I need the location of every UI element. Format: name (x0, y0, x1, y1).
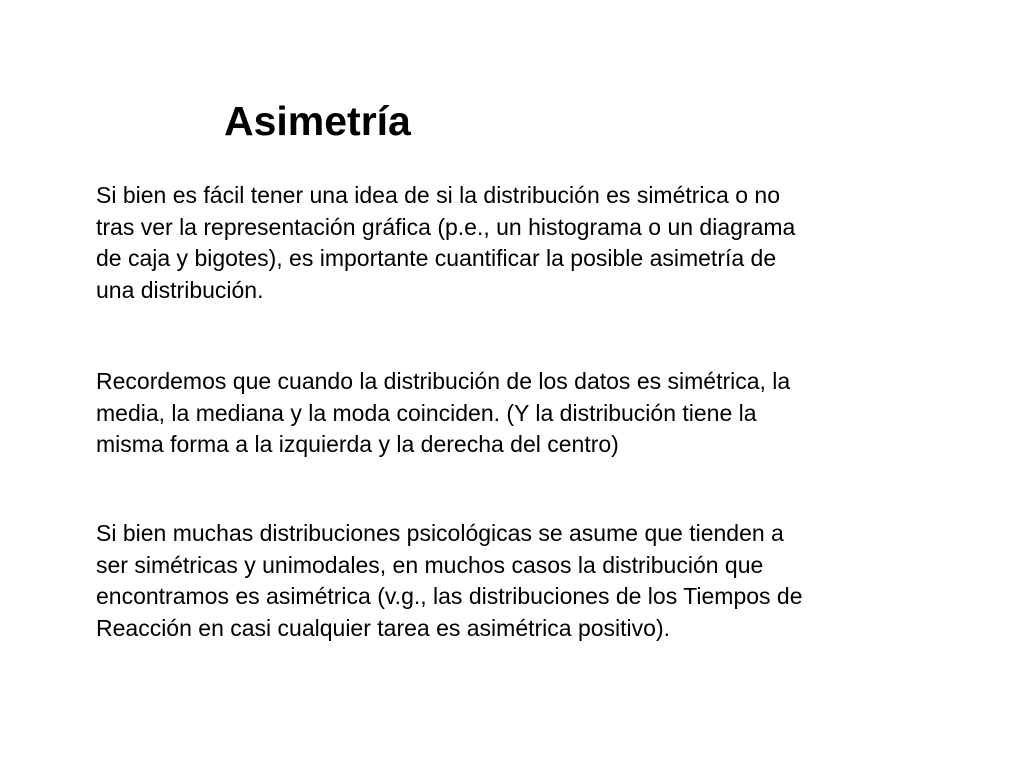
paragraph-line: una distribución. (96, 276, 264, 303)
paragraph-line: Reacción en casi cualquier tarea es asimétrica positivo). (96, 614, 670, 641)
paragraph-line: tras ver la representación gráfica (p.e., un histograma o un diagrama (96, 213, 796, 240)
paragraph-line: ser simétricas y unimodales, en muchos casos la distribución que (96, 551, 764, 578)
paragraph-line: Recordemos que cuando la distribución de los datos es simétrica, la (96, 368, 791, 394)
slide-title: Asimetría (224, 98, 411, 144)
paragraph-line: Si bien muchas distribuciones psicológicas se asume que tienden a (96, 520, 784, 546)
paragraph-line: misma forma a la izquierda y la derecha del centro) (96, 431, 619, 457)
paragraph-line: Si bien es fácil tener una idea de si la distribución es simétrica o no (96, 182, 780, 208)
paragraph-symmetric-distribution (96, 366, 896, 461)
paragraph-line: media, la mediana y la moda coinciden. (Y la distribución tiene la (96, 399, 757, 426)
paragraph-psychological-distributions (96, 518, 896, 644)
paragraph-asymmetry-intro (96, 180, 896, 306)
paragraph-line: encontramos es asimétrica (v.g., las distribuciones de los Tiempos de (96, 583, 803, 609)
paragraph-line: de caja y bigotes), es importante cuantificar la posible asimetría de (96, 245, 777, 271)
